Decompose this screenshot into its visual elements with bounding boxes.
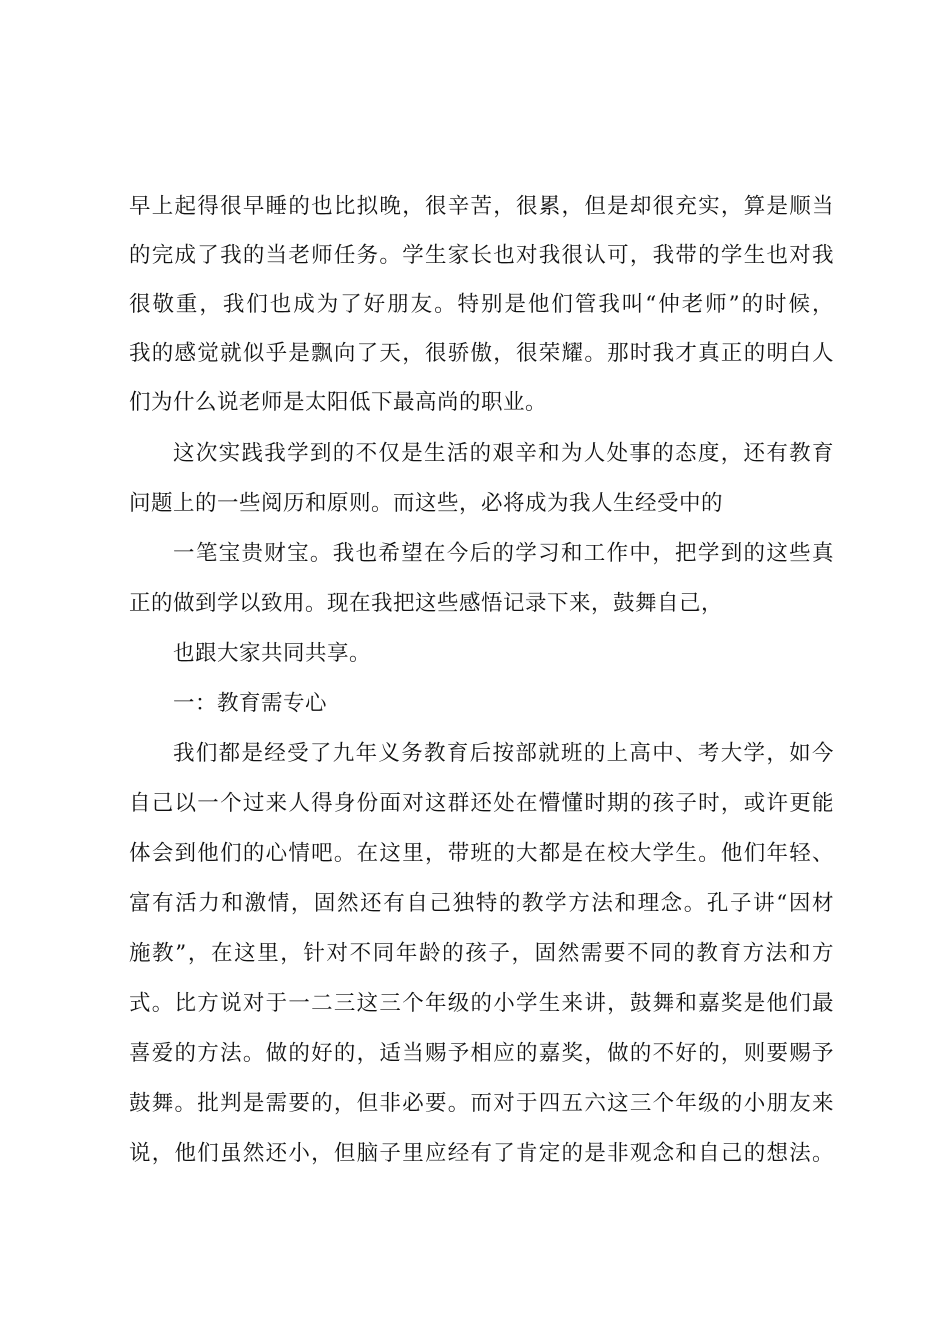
text-line: 一笔宝贵财宝。我也希望在今后的学习和工作中，把学到的这些真 — [173, 541, 834, 566]
text-line: 正的做到学以致用。现在我把这些感悟记录下来，鼓舞自己， — [129, 591, 724, 616]
text-line: 很敬重，我们也成为了好朋友。特别是他们管我叫“仲老师”的时候， — [129, 292, 834, 317]
text-line: 施教”，在这里，针对不同年龄的孩子，固然需要不同的教育方法和方 — [129, 941, 834, 966]
text-line: 我们都是经受了九年义务教育后按部就班的上高中、考大学，如今 — [173, 741, 834, 766]
text-line: 喜爱的方法。做的好的，适当赐予相应的嘉奖，做的不好的，则要赐予 — [129, 1041, 834, 1066]
text-line: 式。比方说对于一二三这三个年级的小学生来讲，鼓舞和嘉奖是他们最 — [129, 991, 834, 1016]
text-line: 体会到他们的心情吧。在这里，带班的大都是在校大学生。他们年轻、 — [129, 841, 834, 866]
text-line: 们为什么说老师是太阳低下最高尚的职业。 — [129, 390, 548, 415]
text-line: 富有活力和激情，固然还有自己独特的教学方法和理念。孔子讲“因材 — [129, 891, 834, 916]
section-heading: 一：教育需专心 — [173, 691, 328, 716]
text-line: 我的感觉就似乎是飘向了天，很骄傲，很荣耀。那时我才真正的明白人 — [129, 341, 834, 366]
text-line: 鼓舞。批判是需要的，但非必要。而对于四五六这三个年级的小朋友来 — [129, 1091, 834, 1116]
text-line: 早上起得很早睡的也比拟晚，很辛苦，很累，但是却很充实，算是顺当 — [129, 194, 834, 219]
text-line: 说，他们虽然还小，但脑子里应经有了肯定的是非观念和自己的想法。 — [129, 1141, 834, 1166]
text-line: 问题上的一些阅历和原则。而这些，必将成为我人生经受中的 — [129, 491, 724, 516]
text-line: 自己以一个过来人得身份面对这群还处在懵懂时期的孩子时，或许更能 — [129, 791, 834, 816]
text-line: 这次实践我学到的不仅是生活的艰辛和为人处事的态度，还有教育 — [173, 441, 834, 466]
text-line: 的完成了我的当老师任务。学生家长也对我很认可，我带的学生也对我 — [129, 243, 834, 268]
text-line: 也跟大家共同共享。 — [173, 641, 372, 666]
